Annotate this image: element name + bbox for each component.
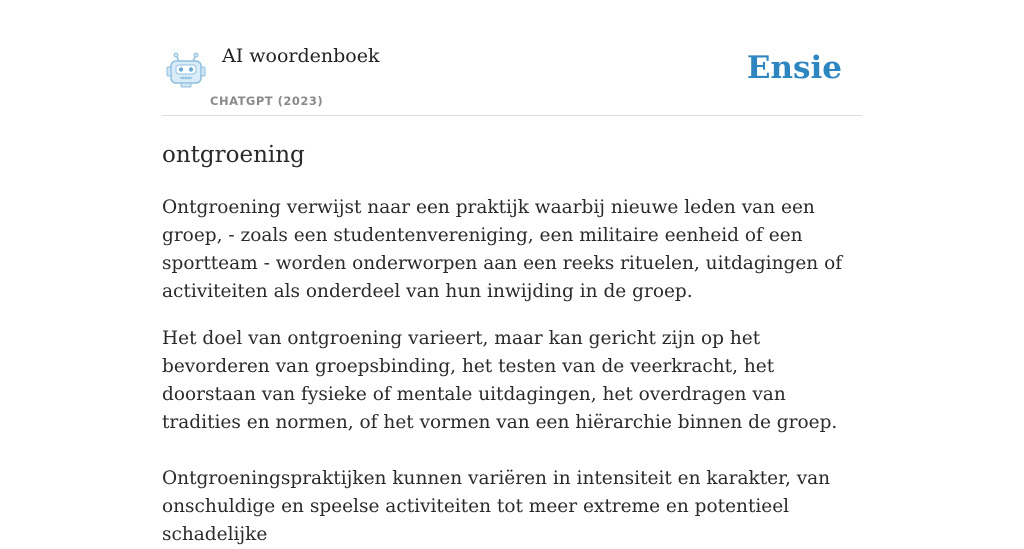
robot-icon: [166, 52, 206, 90]
definition: [162, 194, 862, 549]
dictionary-title[interactable]: AI woordenboek: [222, 45, 380, 67]
definition-paragraph: Het doel van ontgroening varieert, maar kan gericht zijn op het bevorderen van groepsbinding, het testen van de veerkracht, het doorstaan van fysieke of mentale uitdagingen, het overdragen van tradities en normen, of het vormen van een hiërarchie binnen de groep.: [162, 328, 838, 433]
entry-header: [162, 0, 862, 116]
entry-card: [162, 0, 862, 549]
ensie-logo[interactable]: Ensie: [746, 50, 842, 86]
source-label: CHATGPT (2023): [210, 94, 324, 108]
definition-paragraph: Ontgroeningspraktijken kunnen variëren in intensiteit en karakter, van onschuldige en speelse activiteiten tot meer extreme en potentieel schadelijke: [162, 468, 831, 545]
definition-paragraph: Ontgroening verwijst naar een praktijk waarbij nieuwe leden van een groep, - zoals een studentenvereniging, een militaire eenheid of een sportteam - worden onderworpen aan een reeks rituelen, uitdagingen of activiteiten als onderdeel van hun inwijding in de groep.: [162, 197, 843, 302]
term-title: ontgroening: [162, 142, 305, 168]
